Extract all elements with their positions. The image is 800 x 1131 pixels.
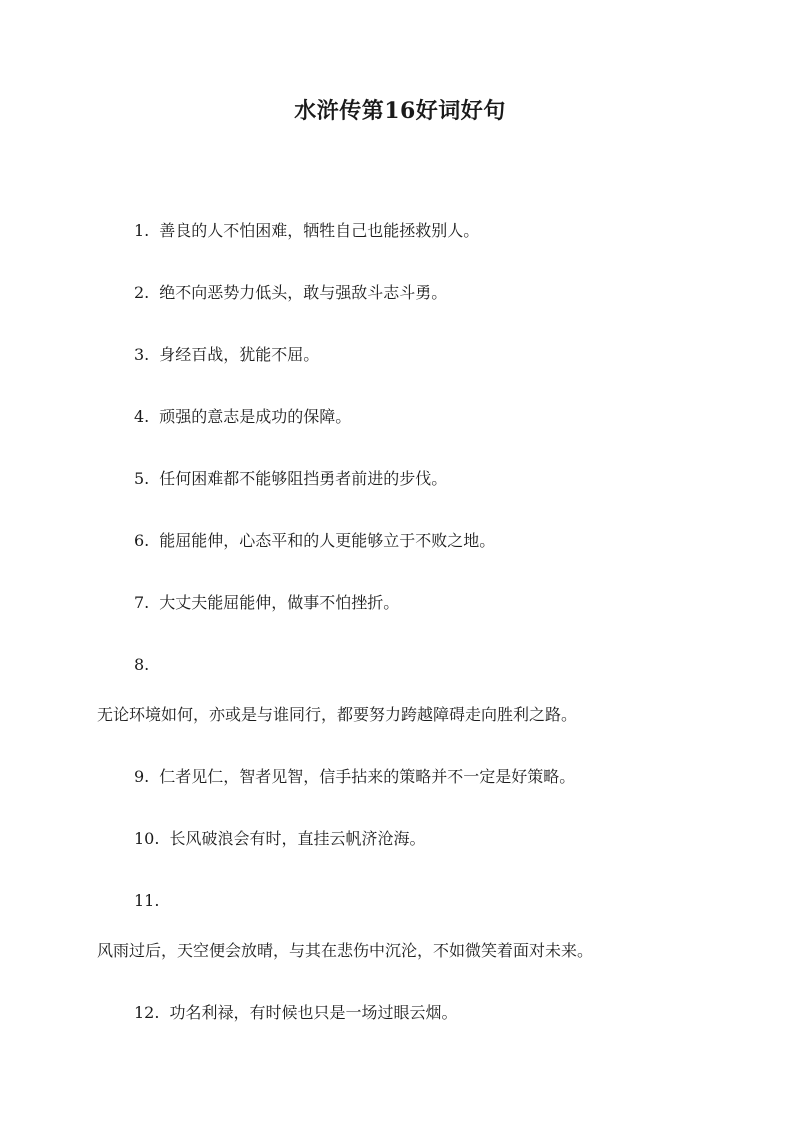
- item-text: 能屈能伸，心态平和的人更能够立于不败之地。: [159, 531, 496, 550]
- item-number: 6.: [134, 531, 150, 550]
- list-item: [134, 1002, 457, 1024]
- list-item: [134, 344, 319, 366]
- item-number: 10.: [134, 829, 160, 848]
- list-item-number-line: [134, 890, 159, 912]
- list-item: [134, 406, 351, 428]
- item-text: 仁者见仁，智者见智，信手拈来的策略并不一定是好策略。: [159, 767, 576, 786]
- list-item: [134, 530, 495, 552]
- item-text: 顽强的意志是成功的保障。: [159, 407, 352, 426]
- item-number: 3.: [134, 345, 150, 364]
- item-text: 身经百战，犹能不屈。: [159, 345, 320, 364]
- list-item-text-line: [97, 940, 593, 962]
- list-item-text-line: [97, 704, 577, 726]
- item-number: 2.: [134, 283, 150, 302]
- item-text: 大丈夫能屈能伸，做事不怕挫折。: [159, 593, 400, 612]
- item-number: 5.: [134, 469, 150, 488]
- list-item: [134, 828, 425, 850]
- item-number: 12.: [134, 1003, 160, 1022]
- item-text: 绝不向恶势力低头，敢与强敌斗志斗勇。: [159, 283, 448, 302]
- item-text: 长风破浪会有时，直挂云帆济沧海。: [169, 829, 426, 848]
- item-text: 善良的人不怕困难，牺牲自己也能拯救别人。: [159, 221, 480, 240]
- item-text: 任何困难都不能够阻挡勇者前进的步伐。: [159, 469, 448, 488]
- list-item: [134, 282, 447, 304]
- list-item: [134, 468, 447, 490]
- list-item-number-line: [134, 654, 149, 676]
- item-text: 无论环境如何，亦或是与谁同行，都要努力跨越障碍走向胜利之路。: [97, 705, 578, 724]
- list-item: [134, 592, 399, 614]
- item-number: 1.: [134, 221, 150, 240]
- item-text: 风雨过后，天空便会放晴，与其在悲伤中沉沦，不如微笑着面对未来。: [97, 941, 594, 960]
- item-number: 9.: [134, 767, 150, 786]
- item-text: 功名利禄，有时候也只是一场过眼云烟。: [169, 1003, 458, 1022]
- item-number: 7.: [134, 593, 150, 612]
- item-number: 8.: [134, 655, 150, 674]
- document-title: 水浒传第16好词好句: [294, 98, 506, 124]
- list-item: [134, 220, 479, 242]
- item-number: 4.: [134, 407, 150, 426]
- list-item: [134, 766, 575, 788]
- item-number: 11.: [134, 891, 160, 910]
